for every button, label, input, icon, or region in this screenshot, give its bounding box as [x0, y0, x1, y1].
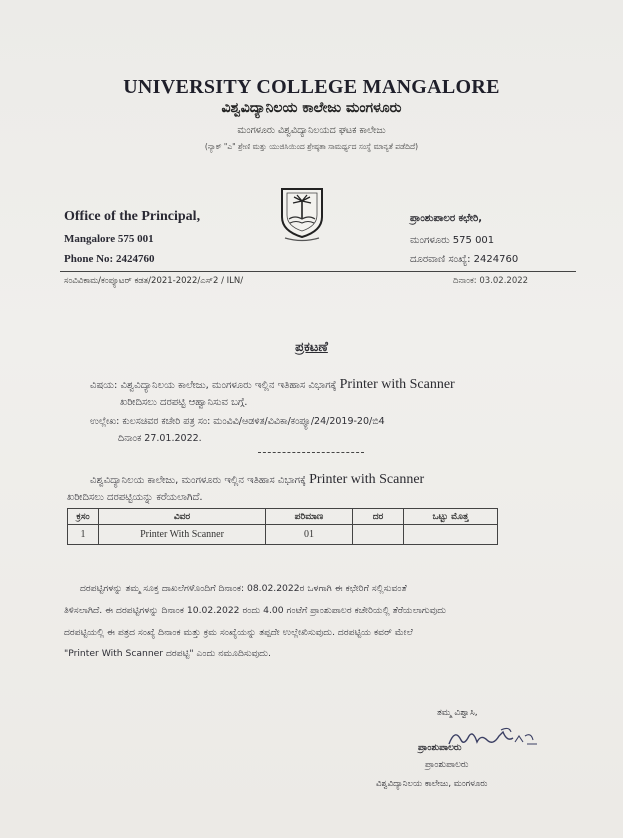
office-city-kannada: ಮಂಗಳೂರು 575 001	[410, 235, 495, 246]
college-title: UNIVERSITY COLLEGE MANGALORE	[123, 76, 500, 98]
signatory-title: ಪ್ರಾಂಶುಪಾಲರು	[425, 760, 469, 770]
reference-date: ದಿನಾಂಕ 27.01.2022.	[118, 433, 202, 444]
body-item: Printer with Scanner	[309, 472, 425, 487]
subject-line-2: ಖರೀದಿಸಲು ದರಪಟ್ಟಿ ಆಹ್ವಾನಿಸುವ ಬಗ್ಗೆ.	[120, 397, 248, 408]
cell-rate	[353, 525, 404, 545]
header-rate: ದರ	[353, 509, 404, 525]
office-phone-kannada: ದೂರವಾಣಿ ಸಂಖ್ಯೆ: 2424760	[410, 254, 519, 265]
signatory-name: ಪ್ರಾಂಶುಪಾಲರು	[418, 743, 462, 753]
table-header-row	[68, 509, 498, 525]
office-label-kannada: ಪ್ರಾಂಶುಪಾಲರ ಕಛೇರಿ,	[410, 213, 483, 224]
separator-line	[258, 452, 364, 453]
body-line-2: ಖರೀದಿಸಲು ದರಪಟ್ಟಿಯನ್ನು ಕರೆಯಲಾಗಿದೆ.	[67, 492, 203, 503]
para-line-1: ದರಪಟ್ಟಿಗಳನ್ನು ತಮ್ಮ ಸೂಕ್ತ ದಾಖಲೆಗಳೊಂದಿಗೆ ದಿನಾಂಕ: 08.02.2022ರ ಒಳಗಾಗಿ ಈ ಕಛೇರಿಗೆ ಸಲ್ಲಿಸುವಂತೆ	[80, 583, 407, 594]
header-total: ಒಟ್ಟು ಮೊತ್ತ	[404, 509, 498, 525]
para-line-3: ದರಪಟ್ಟಿಯಲ್ಲಿ ಈ ಪತ್ರದ ಸಂಖ್ಯೆ ದಿನಾಂಕ ಮತ್ತು ಕ್ರಮ ಸಂಖ್ಯೆಯನ್ನು ತಪ್ಪದೇ ಉಲ್ಲೇಖಿಸುವುದು. ದರಪಟ್ಟಿಯ ಕವರ್ ಮೇಲೆ	[64, 627, 413, 638]
para-line-2: ತಿಳಿಸಲಾಗಿದೆ. ಈ ದರಪಟ್ಟಿಗಳನ್ನು ದಿನಾಂಕ 10.02.2022 ರಂದು 4.00 ಗಂಟೆಗೆ ಪ್ರಾಂಶುಪಾಲರ ಕಚೇರಿಯಲ್ಲಿ ತೆರೆಯಲಾಗುವುದು	[64, 605, 447, 616]
subject-text: ವಿಷಯ: ವಿಶ್ವವಿದ್ಯಾನಿಲಯ ಕಾಲೇಜು, ಮಂಗಳೂರು ಇಲ್ಲಿನ ಇತಿಹಾಸ ವಿಭಾಗಕ್ಕೆ	[90, 380, 337, 391]
cell-sl-no: 1	[68, 525, 99, 545]
college-subtitle: ಮಂಗಳೂರು ವಿಶ್ವವಿದ್ಯಾನಿಲಯದ ಘಟಕ ಕಾಲೇಜು	[237, 125, 386, 136]
body-text: ವಿಶ್ವವಿದ್ಯಾನಿಲಯ ಕಾಲೇಜು, ಮಂಗಳೂರು ಇಲ್ಲಿನ ಇತಿಹಾಸ ವಿಭಾಗಕ್ಕೆ	[90, 475, 306, 486]
accreditation-line: (ನ್ಯಾಕ್ "ಎ" ಶ್ರೇಣಿ ಮತ್ತು ಯುಜಿಸಿಯಿಂದ ಶ್ರೇಷ್ಠತಾ ಸಾಮರ್ಥ್ಯದ ಸಂಸ್ಥೆ ಮಾನ್ಯತೆ ಪಡೆದಿದೆ)	[204, 142, 419, 151]
reference-line: ಉಲ್ಲೇಖ: ಕುಲಸಚಿವರ ಕಚೇರಿ ಪತ್ರ ಸಂ: ಮಂವಿವಿ/ಆಡಳಿತ/ವಿವಿಕಾ/ಕಂಪ್ಯೂ/24/2019-20/ಬಿ4	[90, 416, 385, 427]
notice-heading: ಪ್ರಕಟಣೆ	[295, 340, 328, 355]
signature-closing: ತಮ್ಮ ವಿಶ್ವಾಸಿ,	[437, 708, 478, 718]
office-phone: Phone No: 2424760	[64, 253, 155, 265]
subject-line	[90, 377, 455, 393]
cell-description: Printer With Scanner	[99, 525, 266, 545]
para-line-4: "Printer With Scanner ದರಪಟ್ಟಿ" ಎಂದು ನಮೂದಿಸುವುದು.	[64, 648, 271, 659]
header-description: ವಿವರ	[99, 509, 266, 525]
body-line-1	[90, 472, 424, 488]
header-quantity: ಪರಿಮಾಣ	[266, 509, 353, 525]
college-title-kannada: ವಿಶ್ವವಿದ್ಯಾನಿಲಯ ಕಾಲೇಜು ಮಂಗಳೂರು	[221, 100, 402, 116]
header-divider	[60, 271, 576, 272]
letter-date: ದಿನಾಂಕ: 03.02.2022	[453, 276, 529, 286]
reference-number: ಸಂವಿವಿಕಾಮ/ಕಂಪ್ಯೂಟರ್ ಕಡತ/2021-2022/ಎಸ್2 / ILN/	[64, 276, 244, 286]
cell-quantity: 01	[266, 525, 353, 545]
office-label: Office of the Principal,	[64, 209, 201, 224]
cell-total	[404, 525, 498, 545]
table-row	[68, 525, 498, 545]
signatory-org: ವಿಶ್ವವಿದ್ಯಾನಿಲಯ ಕಾಲೇಜು, ಮಂಗಳೂರು	[376, 779, 488, 789]
header-sl-no: ಕ್ರಸಂ	[68, 509, 99, 525]
office-city: Mangalore 575 001	[64, 233, 154, 245]
subject-item: Printer with Scanner	[339, 377, 455, 392]
college-emblem-icon	[279, 187, 325, 243]
items-table	[67, 508, 498, 545]
